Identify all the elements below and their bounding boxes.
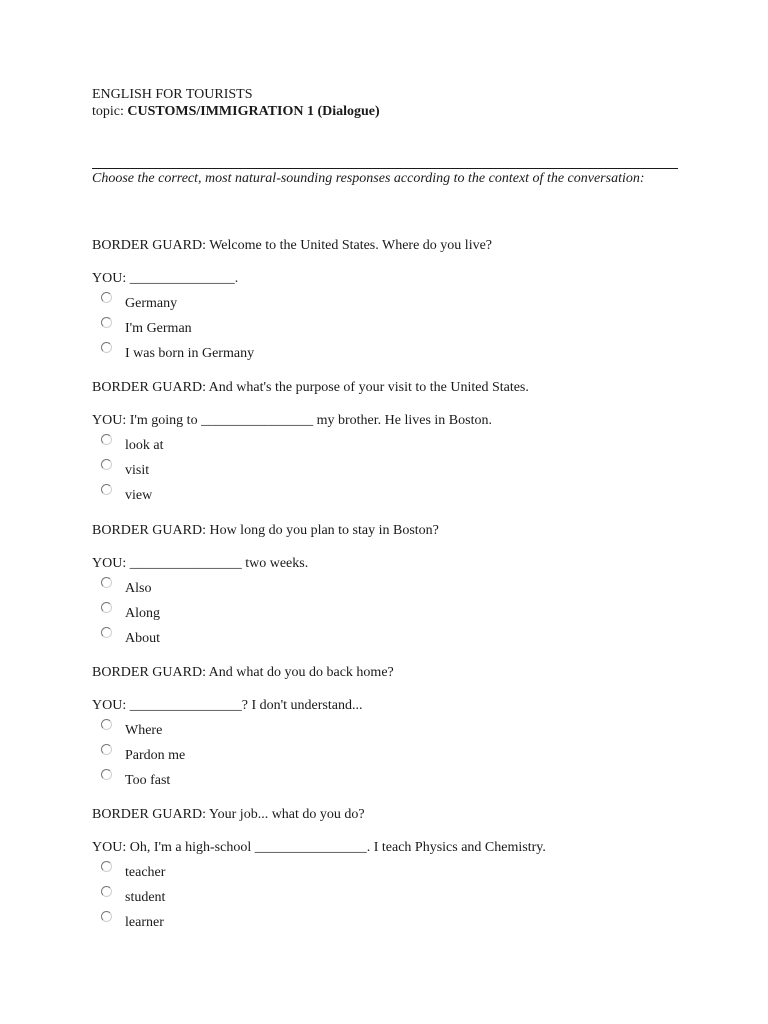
answer-blank: ________________ bbox=[254, 840, 367, 855]
course-title: ENGLISH FOR TOURISTS bbox=[92, 87, 253, 102]
question-4 bbox=[92, 664, 682, 797]
you-line: YOU: ________________ two weeks. bbox=[92, 556, 309, 571]
radio-button[interactable] bbox=[101, 769, 112, 780]
option[interactable] bbox=[92, 605, 682, 630]
option-label: Germany bbox=[125, 296, 178, 311]
option[interactable] bbox=[92, 462, 682, 487]
answer-blank: ________________ bbox=[129, 556, 242, 571]
question-2 bbox=[92, 379, 682, 512]
option[interactable] bbox=[92, 864, 682, 889]
option-label: view bbox=[125, 488, 153, 503]
radio-button[interactable] bbox=[101, 744, 112, 755]
option-label: I was born in Germany bbox=[125, 346, 255, 361]
option[interactable] bbox=[92, 747, 682, 772]
option[interactable] bbox=[92, 437, 682, 462]
radio-button[interactable] bbox=[101, 317, 112, 328]
option[interactable] bbox=[92, 580, 682, 605]
radio-button[interactable] bbox=[101, 342, 112, 353]
border-guard-line: BORDER GUARD: Your job... what do you do? bbox=[92, 807, 365, 822]
radio-button[interactable] bbox=[101, 459, 112, 470]
option-label: Where bbox=[125, 723, 163, 738]
radio-button[interactable] bbox=[101, 484, 112, 495]
option[interactable] bbox=[92, 345, 682, 370]
you-line: YOU: I'm going to ________________ my brother. He lives in Boston. bbox=[92, 413, 492, 428]
radio-button[interactable] bbox=[101, 434, 112, 445]
option-label: Too fast bbox=[125, 773, 171, 788]
option[interactable] bbox=[92, 630, 682, 655]
you-line: YOU: Oh, I'm a high-school ________________. I teach Physics and Chemistry. bbox=[92, 840, 546, 855]
worksheet-header bbox=[92, 86, 380, 120]
topic-prefix: topic: bbox=[92, 104, 124, 119]
option-label: Also bbox=[125, 581, 152, 596]
option-label: student bbox=[125, 890, 166, 905]
topic-title: CUSTOMS/IMMIGRATION 1 (Dialogue) bbox=[127, 104, 380, 119]
question-1 bbox=[92, 237, 682, 370]
option[interactable] bbox=[92, 295, 682, 320]
option-label: look at bbox=[125, 438, 164, 453]
question-3 bbox=[92, 522, 682, 655]
option-label: Pardon me bbox=[125, 748, 186, 763]
radio-button[interactable] bbox=[101, 292, 112, 303]
option[interactable] bbox=[92, 889, 682, 914]
option-label: visit bbox=[125, 463, 150, 478]
you-line: YOU: _______________. bbox=[92, 271, 239, 286]
option[interactable] bbox=[92, 320, 682, 345]
radio-button[interactable] bbox=[101, 886, 112, 897]
answer-blank: ________________ bbox=[129, 698, 242, 713]
option-label: Along bbox=[125, 606, 160, 621]
answer-blank: ________________ bbox=[201, 413, 314, 428]
option[interactable] bbox=[92, 487, 682, 512]
border-guard-line: BORDER GUARD: And what do you do back home? bbox=[92, 665, 394, 680]
topic-line bbox=[92, 103, 380, 120]
option-label: About bbox=[125, 631, 160, 646]
divider-line bbox=[92, 168, 678, 169]
question-5 bbox=[92, 806, 682, 939]
instructions: Choose the correct, most natural-sounding responses according to the context of the conversation: bbox=[92, 171, 645, 186]
option-label: learner bbox=[125, 915, 164, 930]
option[interactable] bbox=[92, 722, 682, 747]
radio-button[interactable] bbox=[101, 719, 112, 730]
you-line: YOU: ________________? I don't understand... bbox=[92, 698, 363, 713]
answer-blank: _______________ bbox=[129, 271, 235, 286]
border-guard-line: BORDER GUARD: And what's the purpose of your visit to the United States. bbox=[92, 380, 529, 395]
option-label: teacher bbox=[125, 865, 166, 880]
option[interactable] bbox=[92, 772, 682, 797]
radio-button[interactable] bbox=[101, 577, 112, 588]
radio-button[interactable] bbox=[101, 627, 112, 638]
border-guard-line: BORDER GUARD: How long do you plan to stay in Boston? bbox=[92, 523, 439, 538]
radio-button[interactable] bbox=[101, 602, 112, 613]
option[interactable] bbox=[92, 914, 682, 939]
radio-button[interactable] bbox=[101, 861, 112, 872]
option-label: I'm German bbox=[125, 321, 192, 336]
radio-button[interactable] bbox=[101, 911, 112, 922]
border-guard-line: BORDER GUARD: Welcome to the United States. Where do you live? bbox=[92, 238, 493, 253]
